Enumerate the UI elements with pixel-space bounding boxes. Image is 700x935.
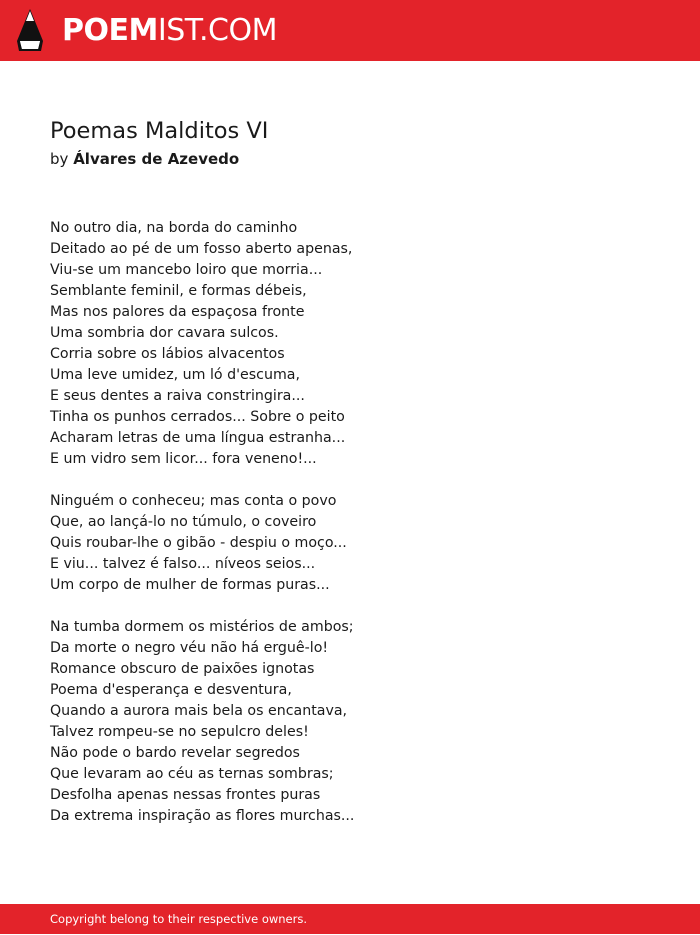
poem-line: Tinha os punhos cerrados... Sobre o peito (50, 409, 345, 425)
poem-stanza (50, 218, 650, 470)
poem-line: Romance obscuro de paixões ignotas (50, 661, 315, 677)
poem-line: Viu-se um mancebo loiro que morria... (50, 262, 323, 278)
poem-line: Semblante feminil, e formas débeis, (50, 283, 307, 299)
brand-light: IST.COM (157, 13, 277, 48)
poem-line: Uma sombria dor cavara sulcos. (50, 325, 279, 341)
poem-line: Desfolha apenas nessas frontes puras (50, 787, 321, 803)
poem-line: E seus dentes a raiva constringira... (50, 388, 305, 404)
poem-line: Não pode o bardo revelar segredos (50, 745, 300, 761)
poem-line: Quando a aurora mais bela os encantava, (50, 703, 348, 719)
poem-line: Deitado ao pé de um fosso aberto apenas, (50, 241, 353, 257)
poem-line: Acharam letras de uma língua estranha... (50, 430, 346, 446)
poem-title: Poemas Malditos VI (50, 118, 269, 144)
site-footer (0, 904, 700, 934)
poem-body (50, 218, 650, 848)
poem-line: No outro dia, na borda do caminho (50, 220, 298, 236)
poem-line: Na tumba dormem os mistérios de ambos; (50, 619, 354, 635)
poem-line: Da extrema inspiração as flores murchas... (50, 808, 355, 824)
pencil-tip-icon[interactable] (17, 9, 43, 51)
poem-line: Corria sobre os lábios alvacentos (50, 346, 285, 362)
poem-line: Quis roubar-lhe o gibão - despiu o moço... (50, 535, 347, 551)
poem-line: Ninguém o conheceu; mas conta o povo (50, 493, 337, 509)
poem-line: E um vidro sem licor... fora veneno!... (50, 451, 317, 467)
site-header (0, 0, 700, 61)
poem-line: Da morte o negro véu não há erguê-lo! (50, 640, 329, 656)
poem-stanza (50, 491, 650, 596)
poem-line: Mas nos palores da espaçosa fronte (50, 304, 305, 320)
site-logo-text[interactable] (62, 12, 277, 50)
poem-line: Uma leve umidez, um ló d'escuma, (50, 367, 300, 383)
copyright-text: Copyright belong to their respective owners. (50, 912, 308, 926)
poem-line: Talvez rompeu-se no sepulcro deles! (50, 724, 309, 740)
poem-line: Um corpo de mulher de formas puras... (50, 577, 330, 593)
poem-stanza (50, 617, 650, 827)
poem-line: Que, ao lançá-lo no túmulo, o coveiro (50, 514, 317, 530)
poem-byline (50, 148, 239, 170)
brand-strong: POEM (62, 13, 158, 48)
poem-line: Que levaram ao céu as ternas sombras; (50, 766, 334, 782)
poem-line: E viu... talvez é falso... níveos seios... (50, 556, 316, 572)
by-label: by (50, 150, 69, 168)
poem-author: Álvares de Azevedo (73, 150, 240, 168)
poem-line: Poema d'esperança e desventura, (50, 682, 292, 698)
